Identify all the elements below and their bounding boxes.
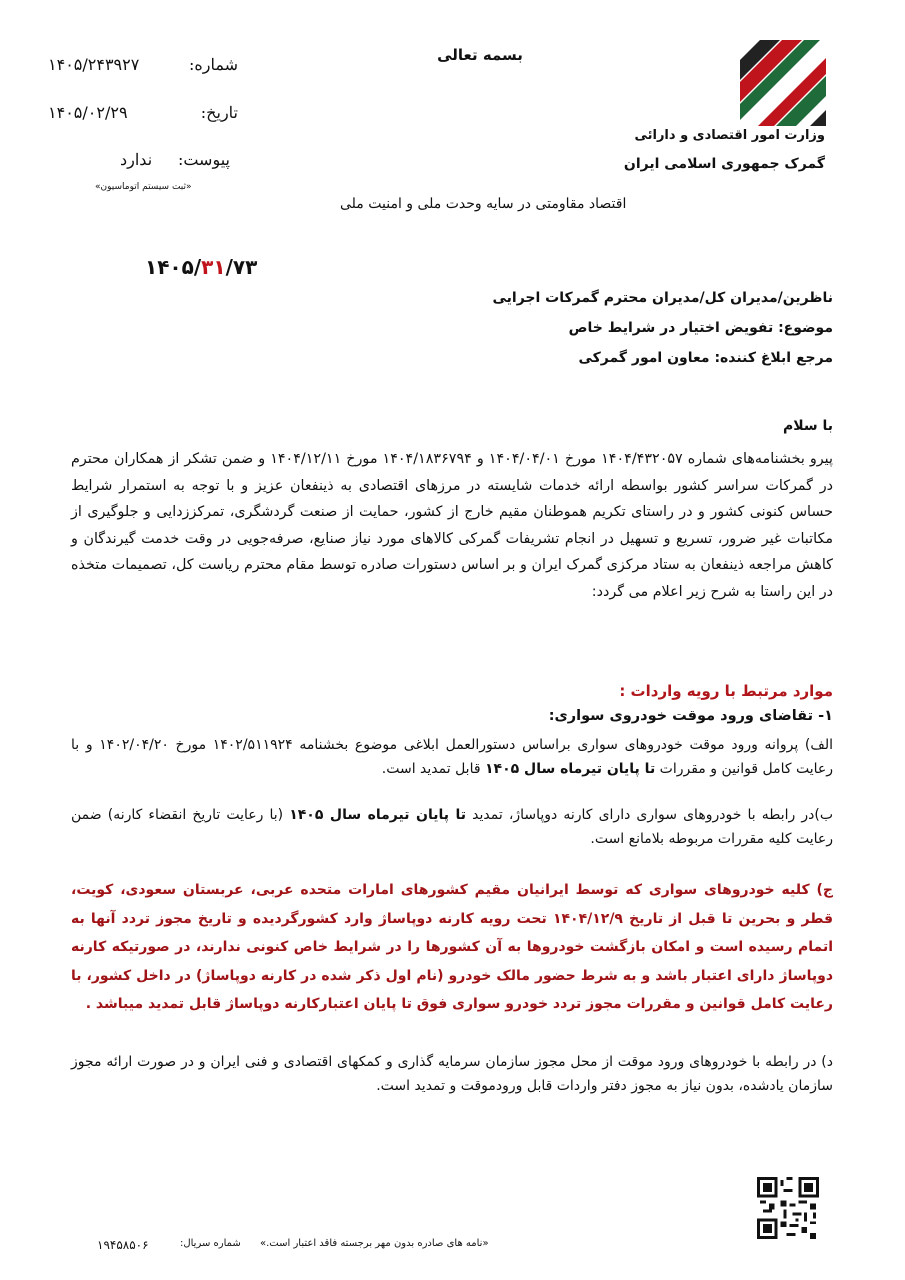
bismillah: بسمه تعالی: [437, 46, 523, 64]
clause-be-bold: تا پایان تیرماه سال ۱۴۰۵: [289, 807, 467, 823]
qr-code: [757, 1177, 819, 1239]
clause-be: [71, 803, 833, 851]
clause-dal: د) در رابطه با خودروهای ورود موقت از محل مجوز سازمان سرمایه گذاری و کمکهای اقتصادی و فنی ایران و در صورت ارائه مجوز سازمان یادشده، بدون نیاز به مجوز دفتر واردات قابل ورودموقت و تمدید است.: [71, 1054, 833, 1094]
document-number: [145, 255, 257, 279]
authority: مرجع ابلاغ کننده: معاون امور گمرکی: [578, 350, 833, 366]
clause-alef-text: الف) پروانه ورود موقت خودروهای سواری براساس دستورالعمل ابلاغی موضوع بخشنامه ۱۴۰۲/۵۱۱۹۲۴ مورخ ۱۴۰۲/۰۴/۲۰ و با رعایت کامل قوانین و مقررات: [71, 737, 833, 777]
footer-note: «نامه های صادره بدون مهر برجسته فاقد اعتبار است.»: [260, 1238, 489, 1249]
ministry-name: وزارت امور اقتصادی و دارائی: [634, 128, 825, 143]
attachment-label: پیوست:: [177, 150, 230, 169]
clause-alef-bold: تا پایان تیرماه سال ۱۴۰۵: [484, 761, 656, 777]
number-label: شماره:: [188, 55, 238, 74]
intro-paragraph: پیرو بخشنامه‌های شماره ۱۴۰۴/۴۳۲۰۵۷ مورخ ۱۴۰۴/۰۴/۰۱ و ۱۴۰۴/۱۸۳۶۷۹۴ مورخ ۱۴۰۴/۱۲/۱۱ و ضمن تشکر از همکاران محترم در گمرکات سراسر کشور بواسطه ارائه خدمات شایسته در مرزهای اقتصادی به ذینفعان عزیز و با توجه به استمرار شرایط حساس کنونی کشور و در راستای تکریم هموطنان مقیم خارج از کشور، حمایت از صنعت گردشگری، تمرکززدایی و جلوگیری از مکاتبات غیر ضرور، تسریع و تسهیل در انجام تشریفات گمرکی کالاهای مورد نیاز صنایع، صرفه‌جویی در وقت خدمت گیرندگان و کاهش مراجعه ذینفعان به ستاد مرکزی گمرک ایران و بر اساس دستورات صادره توسط مقام محترم ریاست کل، تصمیمات متخذه در این راستا به شرح زیر اعلام می گردد:: [71, 451, 833, 600]
attachment-row: [120, 150, 230, 169]
clause-jim: ج) کلیه خودروهای سواری که توسط ایرانیان مقیم کشورهای امارات متحده عربی، عربستان سعودی، کویت، قطر و بحرین تا قبل از تاریخ ۱۴۰۴/۱۲/۹ تحت رویه کارنه دوپاساژ وارد کشورگردیده و تاریخ مجوز تردد آنها به اتمام رسیده است و امکان بازگشت خودروها به آن کشورها را در شرایط خاص کنونی ندارند، در صورتیکه کارنه دوپاساژ دارای اعتبار باشد و به شرط حضور مالک خودرو (نام اول ذکر شده در کارنه دوپاساژ) در داخل کشور، با رعایت کامل قوانین و مقررات مجوز تردد خودرو سواری فوق تا پایان اعتبارکارنه دوپاساژ قابل تمدید میباشد .: [71, 882, 834, 1012]
slogan: اقتصاد مقاومتی در سایه وحدت ملی و امنیت ملی: [340, 196, 627, 212]
sub-title: ۱- تقاضای ورود موقت خودروی سواری:: [548, 708, 833, 724]
doc-num-part1: ۱۴۰۵/: [145, 255, 202, 279]
clause-alef-end: قابل تمدید است.: [381, 761, 485, 777]
doc-num-red: ۳۱: [201, 255, 226, 279]
subject: موضوع: تفویض اختیار در شرایط خاص: [568, 320, 833, 336]
letter-number-row: [48, 55, 238, 74]
section-title: موارد مرتبط با رویه واردات :: [619, 682, 833, 700]
clause-alef: [71, 733, 833, 781]
greeting: با سلام: [782, 418, 833, 434]
number-value: ۱۴۰۵/۲۴۳۹۲۷: [48, 55, 140, 74]
serial-label: شماره سریال:: [180, 1238, 241, 1249]
clause-be-text: ب)در رابطه با خودروهای سواری دارای کارنه دوپاساژ، تمدید: [466, 807, 833, 823]
date-label: تاریخ:: [200, 103, 238, 122]
serial-value: ۱۹۴۵۸۵۰۶: [97, 1238, 149, 1252]
customs-logo: [740, 40, 826, 126]
customs-name: گمرک جمهوری اسلامی ایران: [623, 156, 825, 172]
date-value: ۱۴۰۵/۰۲/۲۹: [48, 103, 128, 122]
clause-be-end: (با رعایت تاریخ انقضاء کارنه) ضمن رعایت کلیه مقررات مربوطه بلامانع است.: [71, 807, 833, 847]
attachment-value: ندارد: [120, 150, 153, 169]
recipients: ناظرین/مدیران کل/مدیران محترم گمرکات اجرایی: [492, 290, 833, 306]
auto-registration-note: «ثبت سیستم اتوماسیون»: [95, 182, 192, 192]
doc-num-part2: /۷۳: [225, 255, 258, 279]
letter-date-row: [48, 103, 238, 122]
